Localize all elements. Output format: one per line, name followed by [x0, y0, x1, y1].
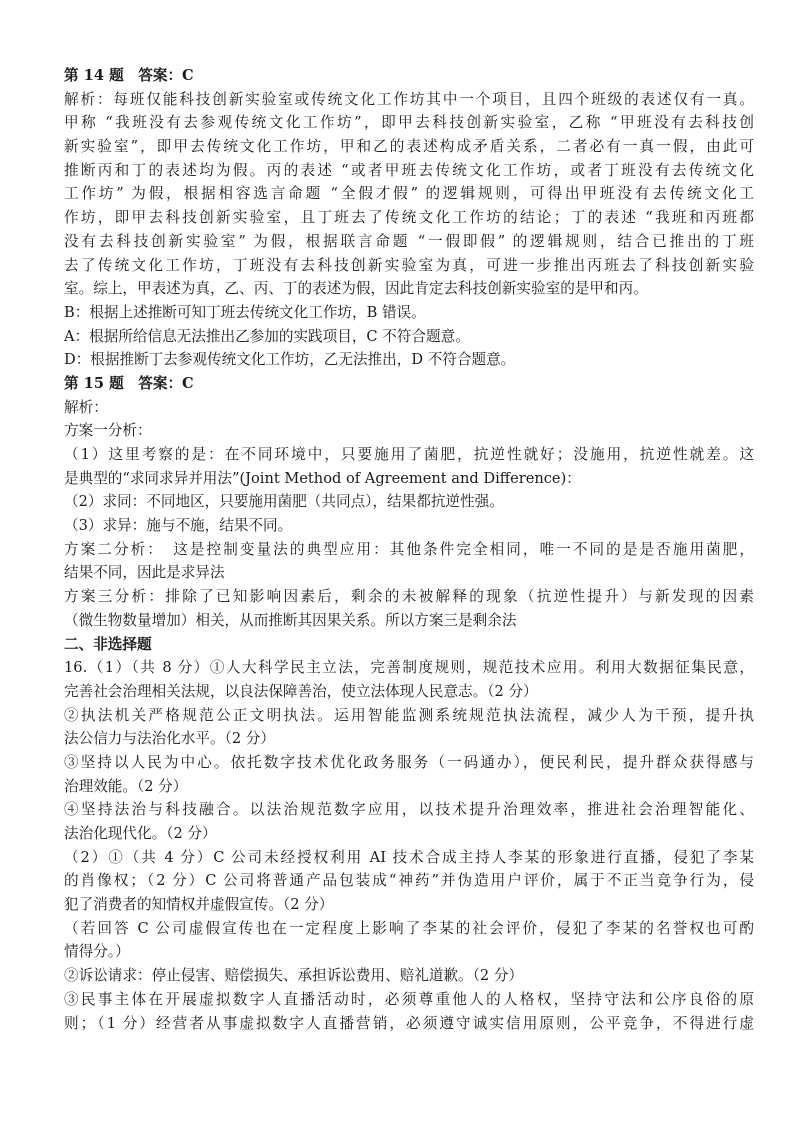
- text-line: ③坚持以人民为中心。依托数字技术优化政务服务（一码通办），便民利民，提升群众获得感与: [64, 753, 754, 771]
- text-line: （2）求同：不同地区，只要施用菌肥（共同点），结果都抗逆性强。: [64, 493, 504, 511]
- text-line: 方案二分析： 这是控制变量法的典型应用：其他条件完全相同，唯一不同的是是否施用菌肥，: [64, 540, 754, 558]
- text-line: D：根据推断丁去参观传统文化工作坊，乙无法推出，D 不符合题意。: [64, 351, 516, 369]
- text-line: 是典型的“求同求异并用法”(Joint Method of Agreement and Difference)：: [64, 469, 581, 487]
- text-line: 去了传统文化工作坊，丁班没有去科技创新实验室为真，可进一步推出丙班去了科技创新实验: [64, 256, 754, 274]
- text-line: B：根据上述推断可知丁班去传统文化工作坊，B 错误。: [64, 303, 426, 321]
- text-line: 室。综上，甲表述为真，乙、丙、丁的表述为假，因此肯定去科技创新实验室的是甲和丙。: [64, 280, 648, 298]
- answer-document: [64, 64, 754, 1035]
- text-line: 解析：: [64, 398, 108, 416]
- text-line: 工作坊” 为假，根据相容选言命题 “全假才假” 的逻辑规则，可得出甲班没有去传统文化工: [64, 185, 754, 203]
- text-line: ④坚持法治与科技融合。以法治规范数字应用，以技术提升治理效率，推进社会治理智能化、: [64, 801, 754, 819]
- text-line: （3）求异：施与不施，结果不同。: [64, 517, 293, 535]
- text-line: （2）①（共 4 分）C 公司未经授权利用 AI 技术合成主持人李某的形象进行直播，侵犯了李某: [64, 848, 754, 866]
- text-line: 结果不同，因此是求异法: [64, 564, 225, 582]
- text-line: 解析：每班仅能科技创新实验室或传统文化工作坊其中一个项目，且四个班级的表述仅有一真。: [64, 90, 754, 108]
- text-line: 法治化现代化。（2 分）: [64, 825, 217, 842]
- text-line: 犯了消费者的知情权并虚假宣传。（2 分）: [64, 896, 334, 914]
- text-line: 甲称 “我班没有去参观传统文化工作坊”，即甲去科技创新实验室，乙称 “甲班没有去科技创: [64, 114, 754, 132]
- text-line: 完善社会治理相关法规，以良法保障善治，使立法体现人民意志。（2 分）: [64, 682, 538, 700]
- text-line: （1）这里考察的是：在不同环境中，只要施用了菌肥，抗逆性就好；没施用，抗逆性就差。这: [64, 446, 754, 463]
- text-line: （若回答 C 公司虚假宣传也在一定程度上影响了李某的社会评价，侵犯了李某的名誉权也可酌: [64, 919, 754, 937]
- text-line: （微生物数量增加）相关，从而推断其因果关系。所以方案三是剩余法: [64, 611, 517, 629]
- text-line: 新实验室”，即甲去传统文化工作坊，甲和乙的表述构成矛盾关系，二者必有一真一假，由此可: [64, 138, 754, 156]
- text-line: 方案三分析：排除了已知影响因素后，剩余的未被解释的现象（抗逆性提升）与新发现的因素: [64, 588, 754, 606]
- text-line: 没有去科技创新实验室” 为假，根据联言命题 “一假即假” 的逻辑规则，结合已推出的丁班: [64, 232, 754, 250]
- text-line: ②诉讼请求：停止侵害、赔偿损失、承担诉讼费用、赔礼道歉。（2 分）: [64, 967, 524, 985]
- section-heading: 第 15 题 答案：C: [64, 374, 194, 392]
- text-line: ②执法机关严格规范公正文明执法。运用智能监测系统规范执法流程，减少人为干预，提升执: [64, 706, 754, 724]
- text-line: 推断丙和丁的表述均为假。丙的表述 “或者甲班去传统文化工作坊，或者丁班没有去传统文化: [64, 161, 754, 179]
- text-line: ③民事主体在开展虚拟数字人直播活动时，必须尊重他人的人格权，坚持守法和公序良俗的原: [64, 990, 754, 1008]
- section-heading: 第 14 题 答案：C: [64, 67, 194, 84]
- text-line: A：根据所给信息无法推出乙参加的实践项目，C 不符合题意。: [64, 327, 470, 345]
- text-line: 治理效能。（2 分）: [64, 777, 188, 795]
- text-line: 情得分。）: [64, 943, 130, 961]
- document-body: [64, 64, 754, 1035]
- text-line: 作坊，即甲去科技创新实验室，且丁班去了传统文化工作坊的结论；丁的表述 “我班和丙班都: [64, 209, 754, 227]
- text-line: 则；（1 分）经营者从事虚拟数字人直播营销，必须遵守诚实信用原则，公平竞争，不得进行虚: [64, 1014, 754, 1032]
- text-line: 的肖像权；（2 分）C 公司将普通产品包装成“神药”并伪造用户评价，属于不正当竞争行为，侵: [64, 872, 754, 890]
- text-line: 方案一分析：: [64, 422, 152, 440]
- text-line: 法公信力与法治化水平。（2 分）: [64, 730, 275, 748]
- section-heading: 二、非选择题: [64, 635, 152, 653]
- text-line: 16.（1）（共 8 分）①人大科学民主立法，完善制度规则，规范技术应用。利用大数据征集民意，: [64, 659, 754, 677]
